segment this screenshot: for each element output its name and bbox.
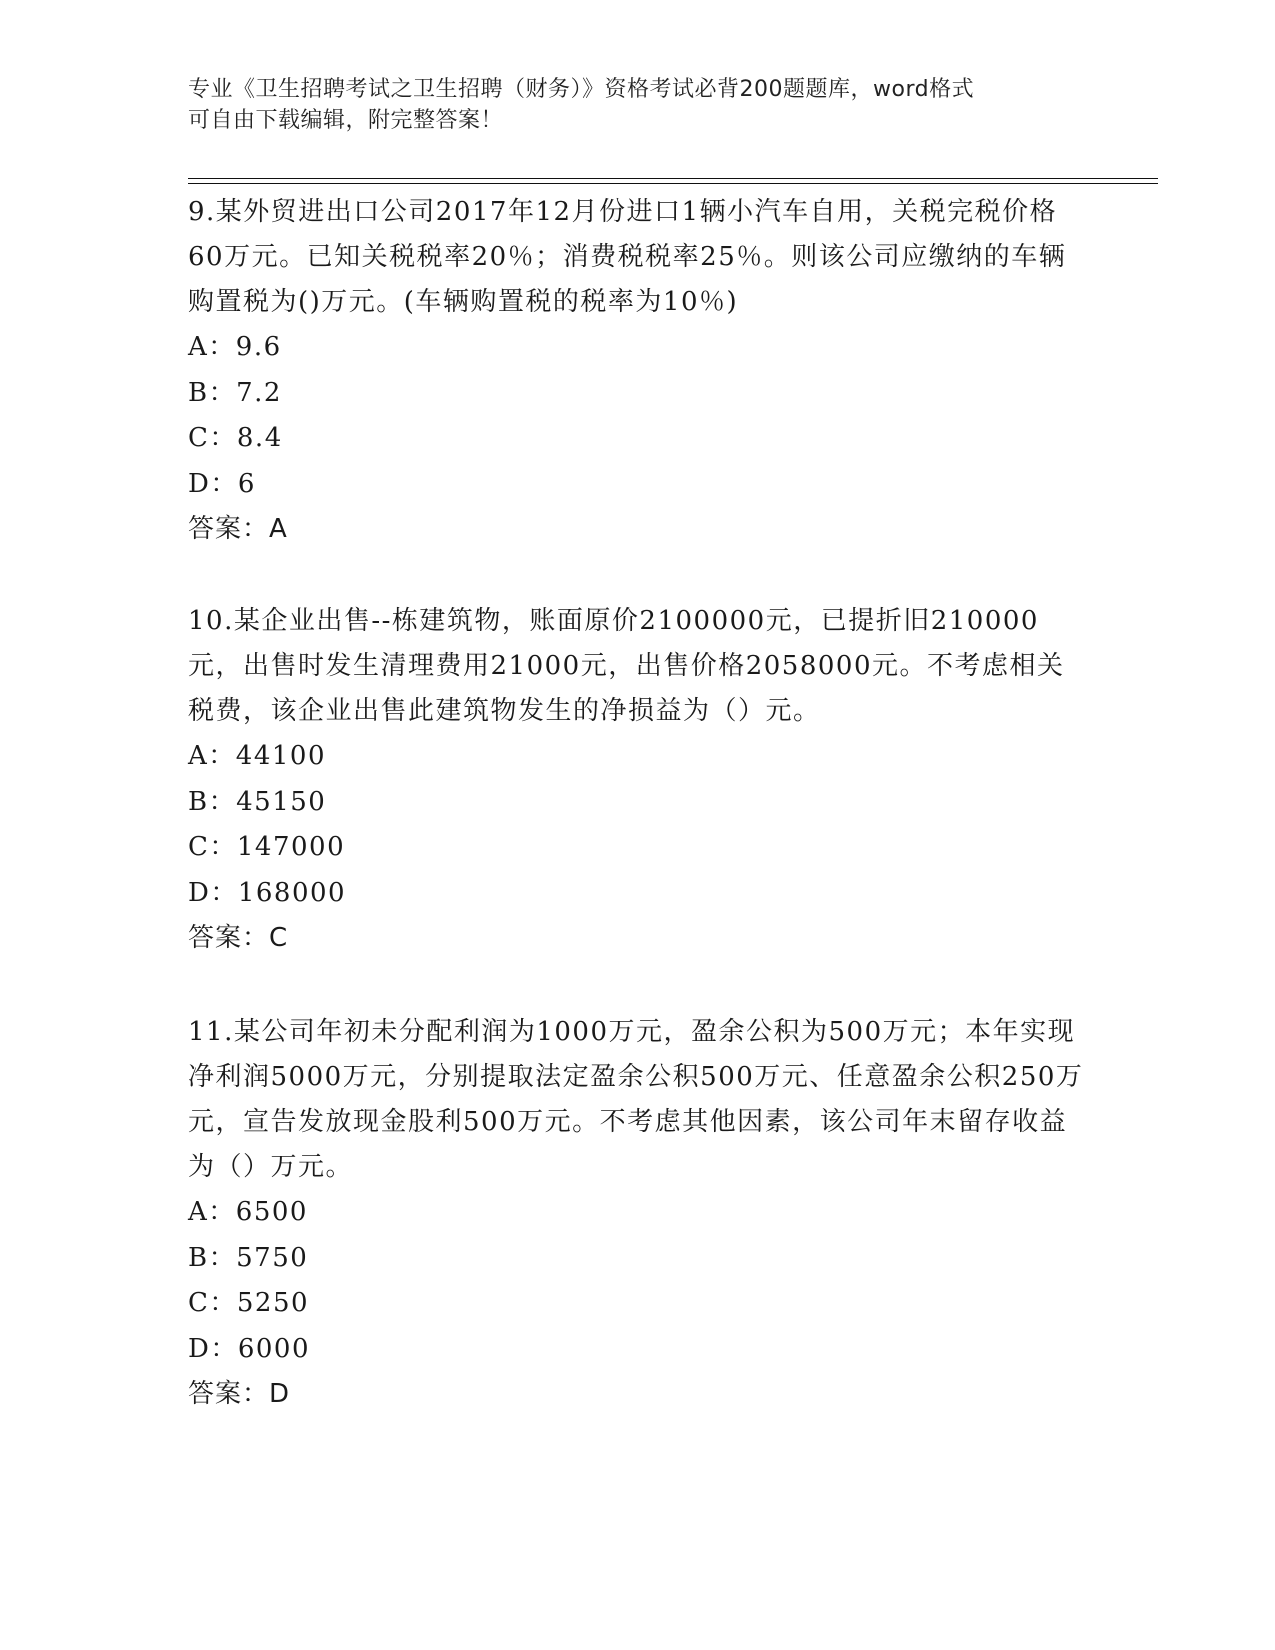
question-text: 10.某企业出售--栋建筑物，账面原价2100000元，已提折旧210000元，出售时发生清理费用21000元，出售价格2058000元。不考虑相关税费，该企业出售此建筑物发生的净损益为（）元。 xyxy=(188,606,1065,726)
header-line-1: 专业《卫生招聘考试之卫生招聘（财务）》资格考试必背200题题库，word格式 xyxy=(188,77,975,102)
answer-line: 答案：C xyxy=(188,923,289,953)
option-d: D：6 xyxy=(188,468,256,499)
option-a: A：9.6 xyxy=(188,332,282,362)
header-divider-top xyxy=(188,178,1158,179)
answer-line: 答案：D xyxy=(188,1379,291,1409)
option-b: B：45150 xyxy=(188,786,327,817)
question-10 xyxy=(188,599,1088,962)
option-d: D：6000 xyxy=(188,1333,311,1364)
option-a: A：44100 xyxy=(188,741,326,771)
header-line-2: 可自由下载编辑，附完整答案！ xyxy=(188,108,504,133)
option-c: C：147000 xyxy=(188,832,346,862)
option-a: A：6500 xyxy=(188,1197,308,1227)
option-b: B：7.2 xyxy=(188,377,282,408)
header-divider-bottom xyxy=(188,183,1158,184)
option-c: C：5250 xyxy=(188,1288,310,1318)
document-header xyxy=(188,74,1068,136)
question-text: 11.某公司年初未分配利润为1000万元，盈余公积为500万元；本年实现净利润5000万元，分别提取法定盈余公积500万元、任意盈余公积250万元，宣告发放现金股利500万元。不考虑其他因素，该公司年末留存收益为（）万元。 xyxy=(188,1017,1084,1182)
question-text: 9.某外贸进出口公司2017年12月份进口1辆小汽车自用，关税完税价格60万元。已知关税税率20％；消费税税率25％。则该公司应缴纳的车辆购置税为()万元。(车辆购置税的税率为10％) xyxy=(188,197,1067,317)
answer-line: 答案：A xyxy=(188,514,288,544)
option-d: D：168000 xyxy=(188,877,347,908)
option-c: C：8.4 xyxy=(188,423,283,453)
question-11 xyxy=(188,1010,1088,1418)
option-b: B：5750 xyxy=(188,1242,309,1273)
question-9 xyxy=(188,190,1088,553)
